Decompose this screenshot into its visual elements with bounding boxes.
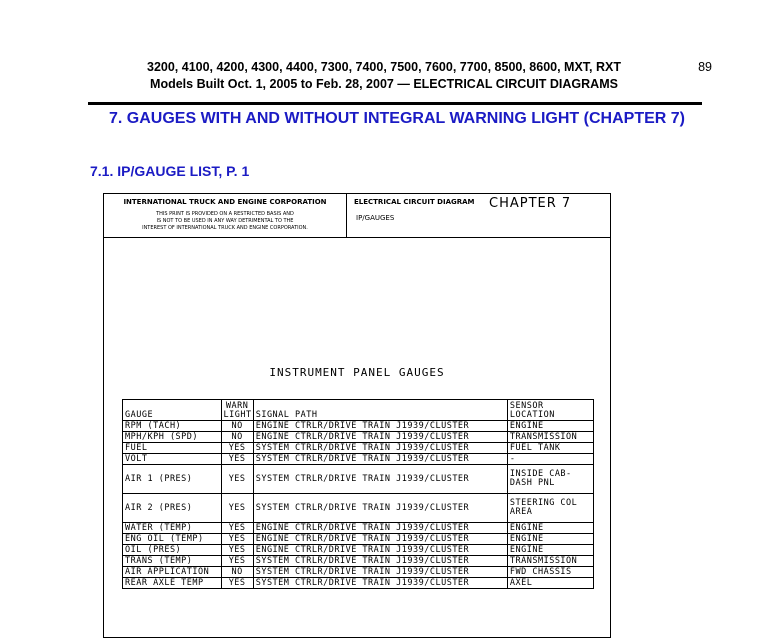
header-rule [88, 102, 702, 105]
cell-gauge: AIR 2 (PRES) [123, 494, 222, 523]
cell-gauge: AIR 1 (PRES) [123, 465, 222, 494]
cell-warn-light: NO [221, 432, 253, 443]
cell-signal-path: ENGINE CTRLR/DRIVE TRAIN J1939/CLUSTER [253, 523, 507, 534]
models-line: 3200, 4100, 4200, 4300, 4400, 7300, 7400, 7500, 7600, 7700, 8500, 8600, MXT, RXT [147, 60, 621, 74]
table-body [123, 421, 594, 589]
table-row [123, 556, 594, 567]
cell-sensor-location: ENGINE [507, 421, 593, 432]
table-row [123, 545, 594, 556]
table-row [123, 567, 594, 578]
cell-signal-path: SYSTEM CTRLR/DRIVE TRAIN J1939/CLUSTER [253, 465, 507, 494]
cell-sensor-location: ENGINE [507, 534, 593, 545]
cell-warn-light: YES [221, 465, 253, 494]
section-title: 7.1. IP/GAUGE LIST, P. 1 [90, 163, 250, 179]
table-row [123, 578, 594, 589]
gauge-table [122, 399, 594, 589]
built-line: Models Built Oct. 1, 2005 to Feb. 28, 2007 — ELECTRICAL CIRCUIT DIAGRAMS [150, 77, 618, 91]
notice-line: INTEREST OF INTERNATIONAL TRUCK AND ENGINE CORPORATION. [142, 225, 308, 231]
table-row [123, 454, 594, 465]
table-row [123, 494, 594, 523]
cell-sensor-location: TRANSMISSION [507, 556, 593, 567]
title-block [104, 194, 610, 238]
page-number: 89 [698, 60, 712, 74]
cell-gauge: FUEL [123, 443, 222, 454]
header-signal-path: SIGNAL PATH [253, 400, 507, 421]
cell-sensor-location: STEERING COL AREA [507, 494, 593, 523]
cell-warn-light: YES [221, 454, 253, 465]
cell-signal-path: SYSTEM CTRLR/DRIVE TRAIN J1939/CLUSTER [253, 494, 507, 523]
cell-gauge: ENG OIL (TEMP) [123, 534, 222, 545]
table-row [123, 465, 594, 494]
header-sensor-location: SENSOR LOCATION [507, 400, 593, 421]
cell-signal-path: ENGINE CTRLR/DRIVE TRAIN J1939/CLUSTER [253, 545, 507, 556]
cell-signal-path: ENGINE CTRLR/DRIVE TRAIN J1939/CLUSTER [253, 432, 507, 443]
header-warn-light: WARN LIGHT [221, 400, 253, 421]
cell-signal-path: SYSTEM CTRLR/DRIVE TRAIN J1939/CLUSTER [253, 556, 507, 567]
cell-gauge: REAR AXLE TEMP [123, 578, 222, 589]
cell-warn-light: YES [221, 494, 253, 523]
cell-sensor-location: ENGINE [507, 523, 593, 534]
table-header-row [123, 400, 594, 421]
table-row [123, 421, 594, 432]
title-block-company-cell [104, 194, 347, 237]
cell-gauge: VOLT [123, 454, 222, 465]
table-row [123, 534, 594, 545]
cell-sensor-location: AXEL [507, 578, 593, 589]
cell-sensor-location: TRANSMISSION [507, 432, 593, 443]
cell-signal-path: ENGINE CTRLR/DRIVE TRAIN J1939/CLUSTER [253, 421, 507, 432]
diagram-sheet [103, 193, 611, 638]
notice-line: THIS PRINT IS PROVIDED ON A RESTRICTED BASIS AND [156, 211, 294, 217]
cell-warn-light: YES [221, 556, 253, 567]
diagram-subtitle: IP/GAUGES [356, 214, 395, 222]
cell-warn-light: YES [221, 545, 253, 556]
table-row [123, 432, 594, 443]
table-row [123, 523, 594, 534]
cell-gauge: RPM (TACH) [123, 421, 222, 432]
cell-warn-light: YES [221, 443, 253, 454]
cell-signal-path: SYSTEM CTRLR/DRIVE TRAIN J1939/CLUSTER [253, 578, 507, 589]
cell-gauge: OIL (PRES) [123, 545, 222, 556]
diagram-type: ELECTRICAL CIRCUIT DIAGRAM [354, 198, 475, 206]
cell-signal-path: ENGINE CTRLR/DRIVE TRAIN J1939/CLUSTER [253, 534, 507, 545]
cell-signal-path: SYSTEM CTRLR/DRIVE TRAIN J1939/CLUSTER [253, 454, 507, 465]
cell-sensor-location: - [507, 454, 593, 465]
cell-signal-path: SYSTEM CTRLR/DRIVE TRAIN J1939/CLUSTER [253, 443, 507, 454]
cell-gauge: TRANS (TEMP) [123, 556, 222, 567]
company-name: INTERNATIONAL TRUCK AND ENGINE CORPORATION [123, 198, 327, 206]
cell-warn-light: YES [221, 523, 253, 534]
cell-warn-light: NO [221, 421, 253, 432]
cell-warn-light: YES [221, 578, 253, 589]
cell-sensor-location: FWD CHASSIS [507, 567, 593, 578]
notice-line: IS NOT TO BE USED IN ANY WAY DETRIMENTAL TO THE [156, 218, 294, 224]
cell-gauge: WATER (TEMP) [123, 523, 222, 534]
cell-warn-light: NO [221, 567, 253, 578]
chapter-title: 7. GAUGES WITH AND WITHOUT INTEGRAL WARNING LIGHT (CHAPTER 7) [109, 110, 685, 127]
cell-warn-light: YES [221, 534, 253, 545]
cell-sensor-location: FUEL TANK [507, 443, 593, 454]
table-row [123, 443, 594, 454]
restriction-notice [104, 211, 346, 232]
cell-sensor-location: ENGINE [507, 545, 593, 556]
cell-sensor-location: INSIDE CAB-DASH PNL [507, 465, 593, 494]
cell-signal-path: SYSTEM CTRLR/DRIVE TRAIN J1939/CLUSTER [253, 567, 507, 578]
cell-gauge: AIR APPLICATION [123, 567, 222, 578]
chapter-label: CHAPTER 7 [489, 196, 572, 211]
panel-heading: INSTRUMENT PANEL GAUGES [269, 366, 445, 379]
header-gauge: GAUGE [123, 400, 222, 421]
cell-gauge: MPH/KPH (SPD) [123, 432, 222, 443]
